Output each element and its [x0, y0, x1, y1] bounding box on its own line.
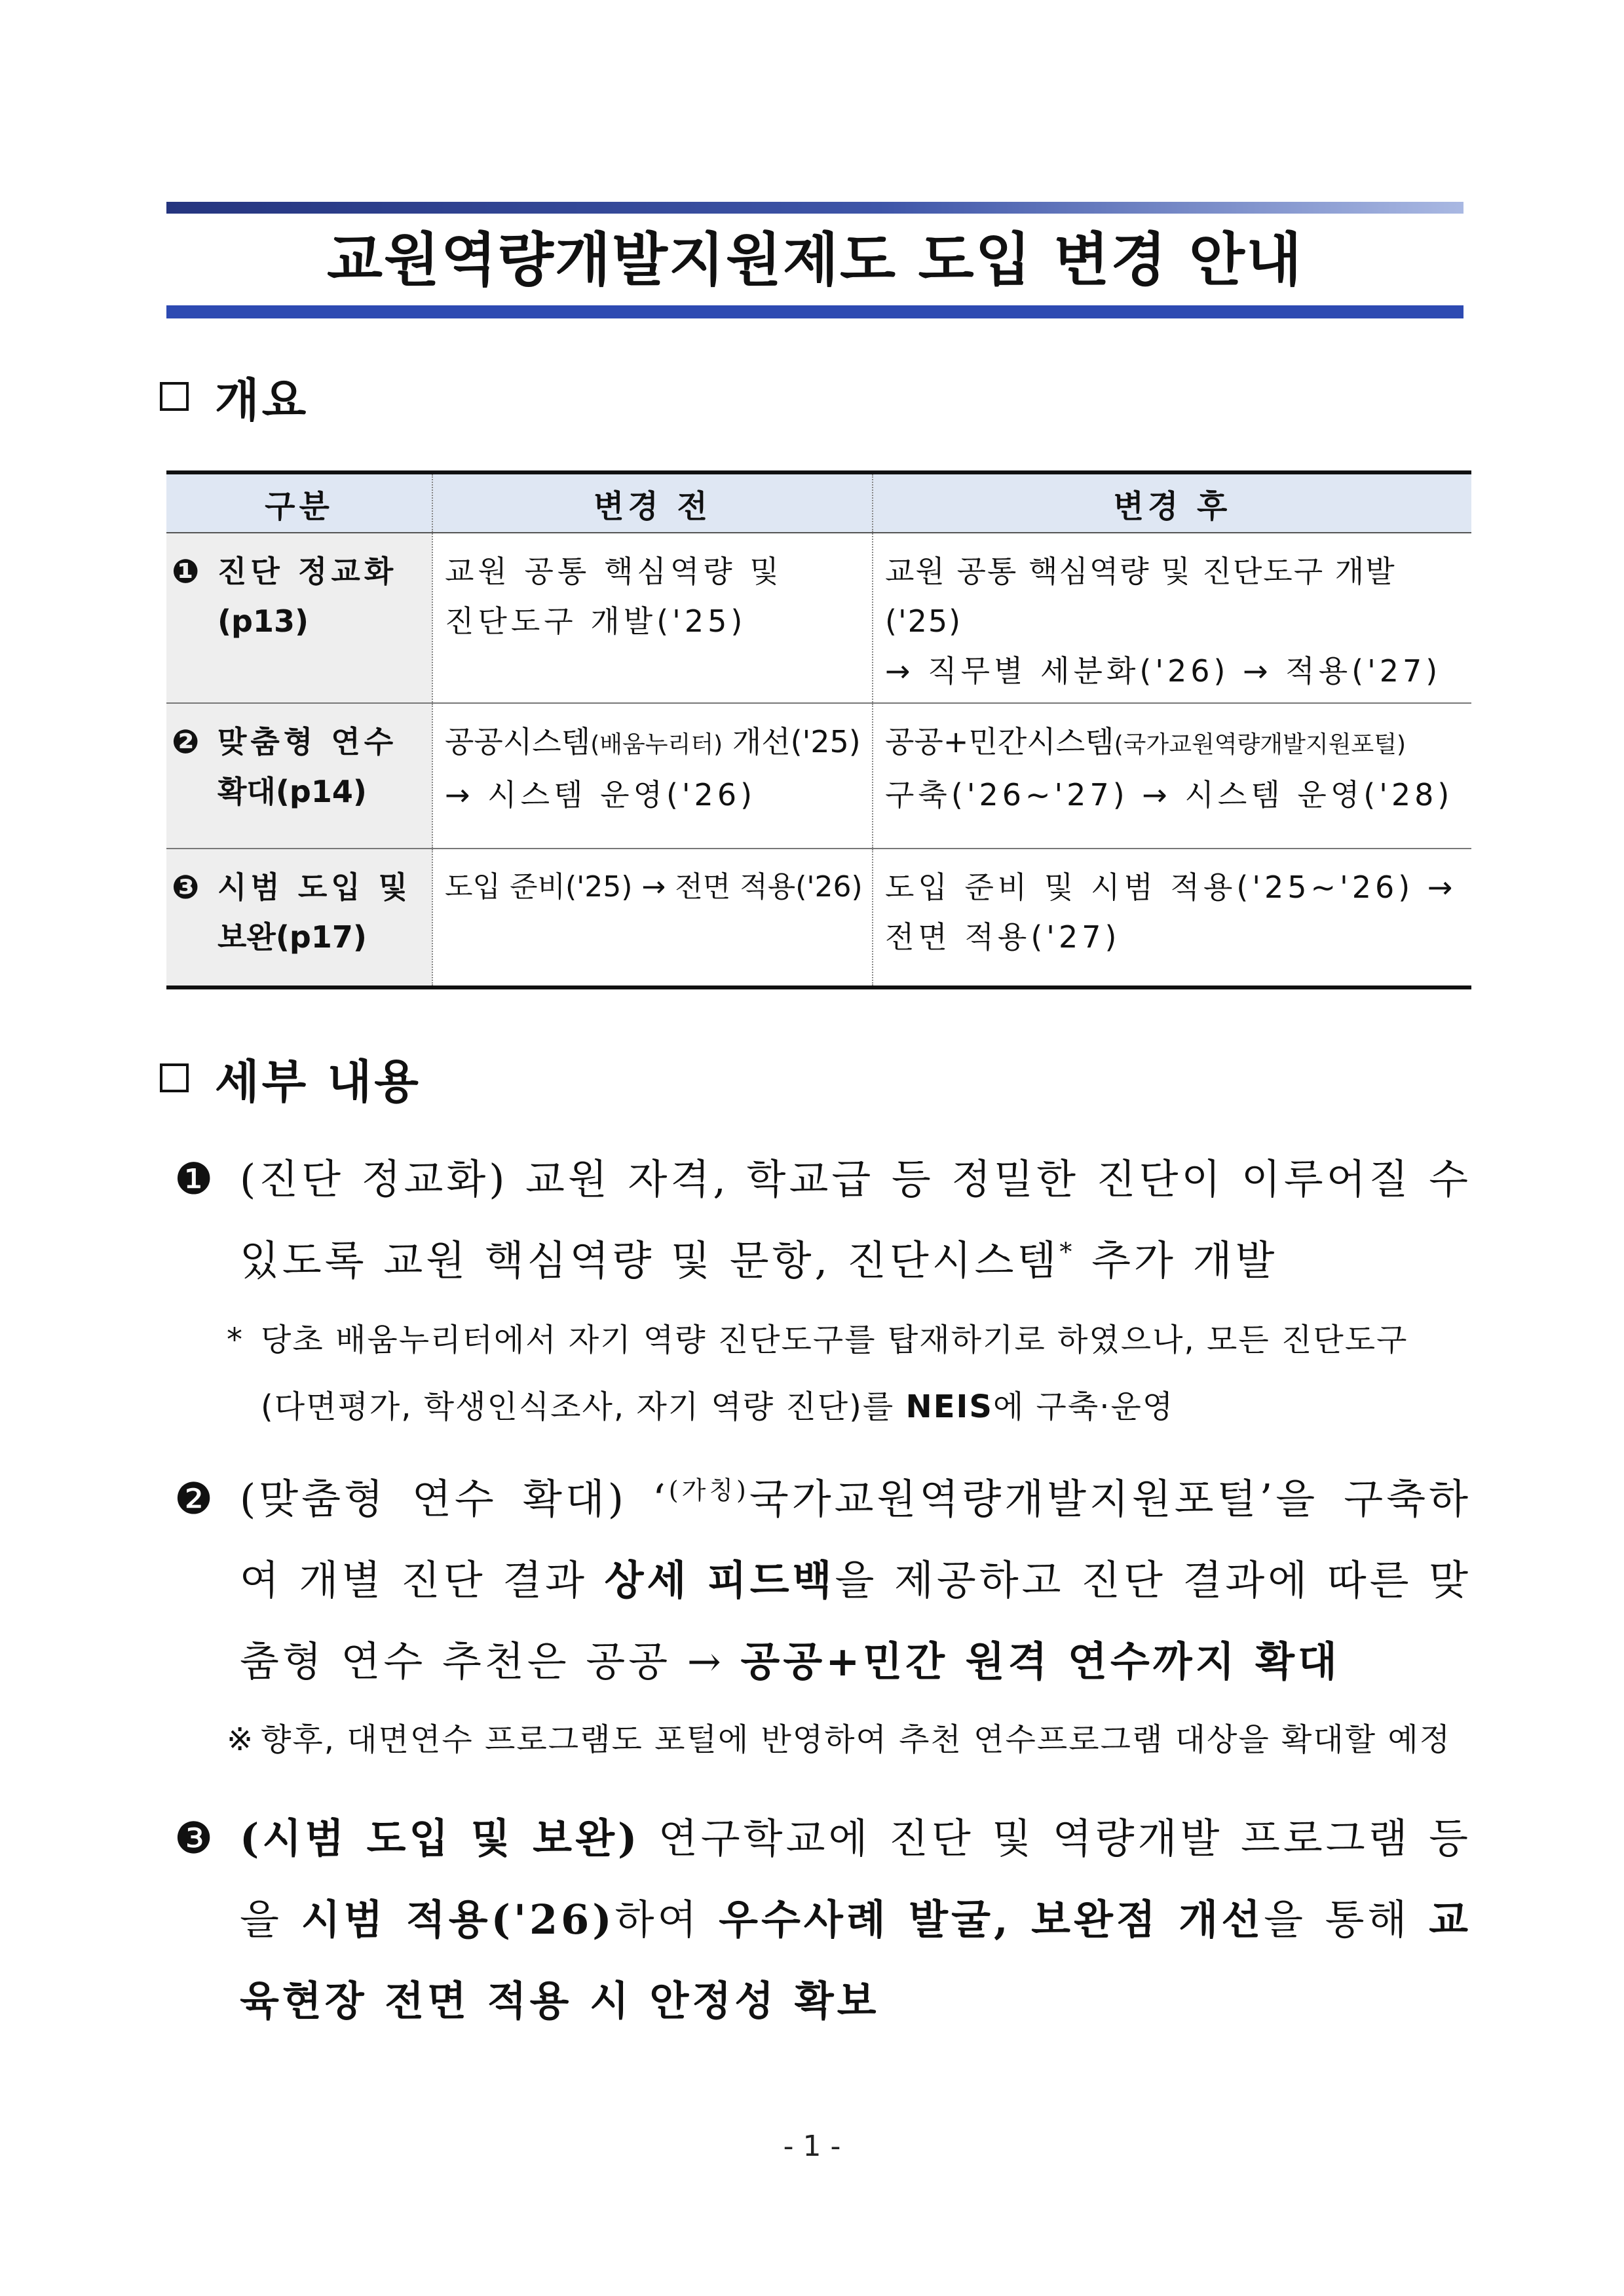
category-line: 시범 도입 및 — [217, 870, 412, 905]
category-line: 확대(p14) — [217, 774, 367, 809]
before-line: 진단도구 개발('25) — [445, 603, 747, 639]
after-line: 도입 준비 및 시범 적용('25~'26) → — [885, 870, 1457, 905]
page-number: - 1 - — [783, 2130, 841, 2163]
detail-bold-text: 교육현장 전면 적용 시 안정성 확보 — [240, 1896, 1472, 2025]
category-line: 진단 정교화 — [217, 554, 398, 589]
detail-item-2 — [174, 1459, 1471, 1702]
title-bar-top — [166, 202, 1463, 214]
before-line: 도입 준비('25) → 전면 적용('26) — [445, 870, 863, 904]
number-3-icon: ❸ — [172, 868, 200, 906]
header-category: 구분 — [166, 472, 432, 533]
details-heading-label: 세부 내용 — [215, 1054, 421, 1109]
header-before: 변경 전 — [432, 472, 873, 533]
number-2-icon: ❷ — [172, 723, 200, 761]
overview-heading — [160, 367, 309, 426]
category-line: 보완(p17) — [217, 919, 367, 955]
detail-text: 국가교원역량개발지원포털’을 구축하여 개별 진단 결과 — [240, 1475, 1471, 1604]
note-text: 당초 배움누리터에서 자기 역량 진단도구를 탑재하기로 하였으나, 모든 진단도구 — [261, 1322, 1408, 1358]
detail-item-3 — [174, 1798, 1471, 2042]
detail-text: (진단 정교화) 교원 자격, 학교급 등 정밀한 진단이 이루어질 수 있도록 교원 핵심역량 및 문항, 진단시스템 — [240, 1155, 1471, 1284]
number-1-icon: ❶ — [174, 1154, 217, 1204]
overview-table — [166, 470, 1471, 989]
after-small-text: (국가교원역량개발지원포털) — [1114, 731, 1407, 758]
number-2-icon: ❷ — [174, 1474, 217, 1524]
row-category — [166, 533, 432, 703]
note-bold-text: NEIS — [905, 1388, 993, 1425]
before-line: 교원 공통 핵심역량 및 — [445, 554, 783, 589]
footnote-mark: * — [1059, 1237, 1076, 1267]
detail-text: 연구학교에 진단 및 역량개발 프로그램 등을 — [240, 1814, 1471, 1943]
detail-bold-text: 공공+민간 원격 연수까지 확대 — [740, 1637, 1340, 1685]
note-mark: * — [227, 1322, 244, 1358]
square-bullet-icon — [160, 382, 189, 411]
detail-text: 하여 — [614, 1896, 719, 1943]
note-mark: ※ — [227, 1721, 255, 1758]
detail-note-1 — [227, 1307, 1471, 1440]
row-category — [166, 849, 432, 987]
category-line: 맞춤형 연수 — [217, 724, 398, 759]
row-category — [166, 703, 432, 849]
table-header-row — [166, 472, 1471, 533]
before-small-text: (배움누리터) — [590, 731, 723, 758]
category-line: (p13) — [217, 603, 309, 639]
row-before — [432, 703, 873, 849]
title-bar-bottom — [166, 305, 1463, 318]
overview-heading-label: 개요 — [215, 373, 309, 427]
detail-item-1 — [174, 1139, 1471, 1301]
detail-bold-text: 시범 적용('26) — [301, 1896, 615, 1943]
before-text: 공공시스템 — [445, 724, 591, 759]
detail-text: 을 제공하고 진단 결과에 따른 맞춤형 연수 추천은 공공 → — [240, 1556, 1472, 1685]
row-after — [873, 703, 1471, 849]
detail-text: 추가 개발 — [1075, 1236, 1278, 1284]
before-text: 개선('25) — [723, 724, 861, 759]
after-line: 교원 공통 핵심역량 및 진단도구 개발('25) — [885, 554, 1396, 639]
square-bullet-icon — [160, 1063, 189, 1092]
after-text: 공공+민간시스템 — [885, 724, 1114, 759]
after-line: 구축('26~'27) → 시스템 운영('28) — [885, 777, 1454, 813]
note-text: (다면평가, 학생인식조사, 자기 역량 진단)를 — [261, 1388, 906, 1425]
detail-bold-text: (시범 도입 및 보완) — [240, 1814, 641, 1862]
note-text: 에 구축·운영 — [992, 1388, 1175, 1425]
after-line: → 직무별 세분화('26) → 적용('27) — [885, 653, 1442, 689]
table-row — [166, 703, 1471, 849]
tentative-mark: (가칭) — [668, 1476, 749, 1505]
details-heading — [160, 1048, 421, 1107]
after-line: 전면 적용('27) — [885, 919, 1121, 955]
number-1-icon: ❶ — [172, 552, 200, 590]
table-row — [166, 533, 1471, 703]
number-3-icon: ❸ — [174, 1813, 217, 1864]
table-row — [166, 849, 1471, 987]
detail-text: (맞춤형 연수 확대) ‘ — [240, 1475, 669, 1523]
before-line: → 시스템 운영('26) — [445, 777, 757, 813]
document-title: 교원역량개발지원제도 도입 변경 안내 — [326, 226, 1304, 294]
row-before — [432, 849, 873, 987]
row-after — [873, 533, 1471, 703]
detail-note-2 — [227, 1706, 1471, 1773]
detail-text: 을 통해 — [1264, 1896, 1429, 1943]
header-after: 변경 후 — [873, 472, 1471, 533]
note-text: 향후, 대면연수 프로그램도 포털에 반영하여 추천 연수프로그램 대상을 확대할 예정 — [261, 1721, 1452, 1758]
detail-bold-text: 상세 피드백 — [604, 1556, 835, 1604]
row-after — [873, 849, 1471, 987]
detail-bold-text: 우수사례 발굴, 보완점 개선 — [719, 1896, 1264, 1943]
row-before — [432, 533, 873, 703]
